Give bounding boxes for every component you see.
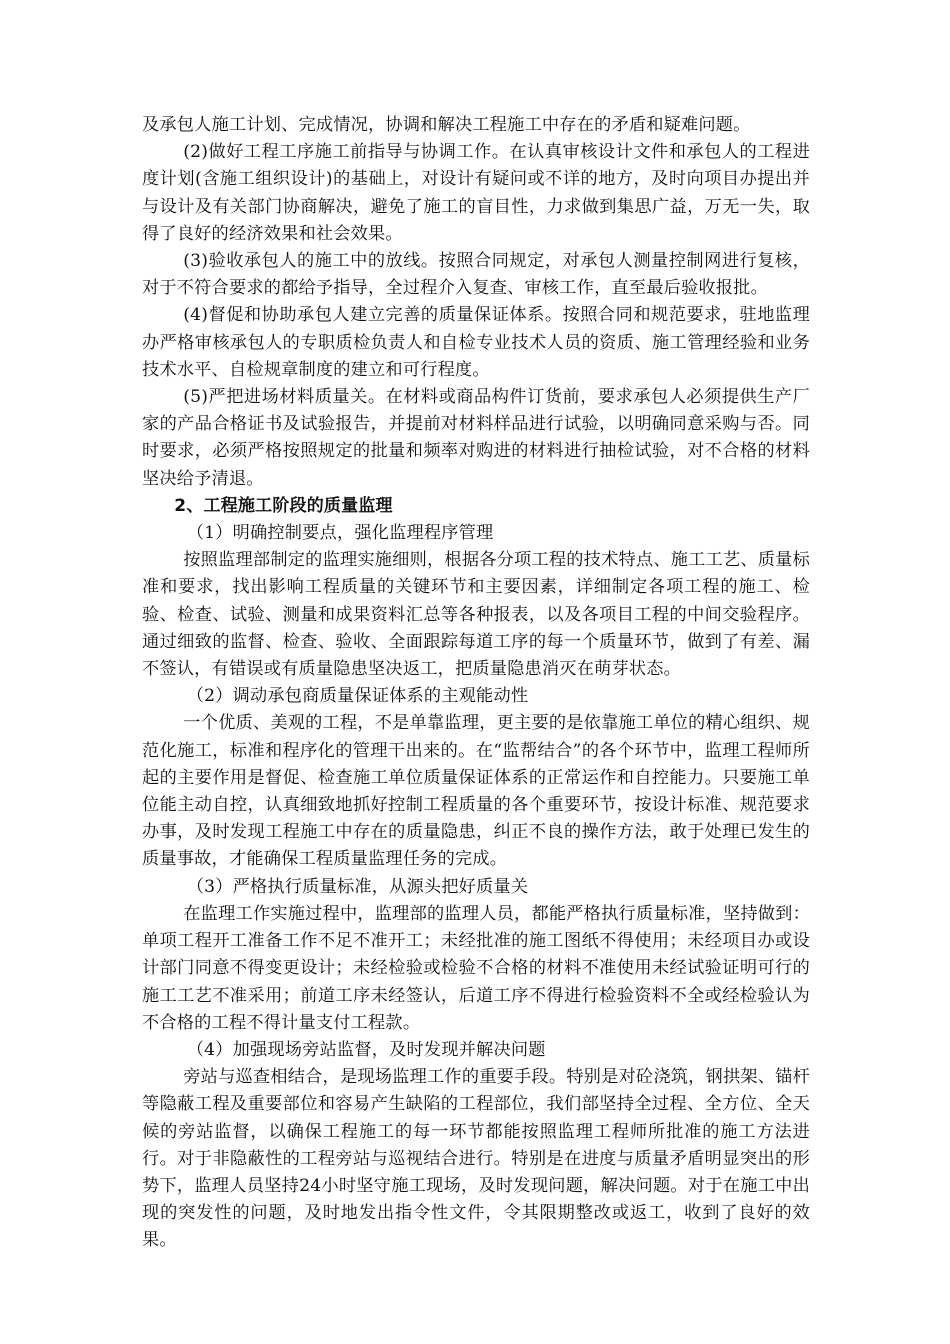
paragraph-sub-3: 在监理工作实施过程中，监理部的监理人员，都能严格执行质量标准，坚持做到：单项工程开工准备工作不足不准开工；未经批准的施工图纸不得使用；未经项目办或设计部门同意不得变更设计；未经检验或检验不合格的材料不准使用未经试验证明可行的施工工艺不准采用；前道工序未经签认，后道工序不得进行检验资料不全或经检验认为不合格的工程不得计量支付工程款。: [142, 903, 810, 1033]
paragraph-sub-1: 按照监理部制定的监理实施细则，根据各分项工程的技术特点、施工工艺、质量标准和要求，找出影响工程质量的关键环节和主要因素，详细制定各项工程的施工、检验、检查、试验、测量和成果资料汇总等各种报表，以及各项目工程的中间交验程序。通过细致的监督、检查、验收、全面跟踪每道工序的每一个质量环节，做到了有差、漏不签认，有错误或有质量隐患坚决返工，把质量隐患消灭在萌芽状态。: [142, 550, 810, 680]
paragraph-item-4: (4)督促和协助承包人建立完善的质量保证体系。按照合同和规范要求，驻地监理办严格审核承包人的专职质检负责人和自检专业技术人员的资质、施工管理经验和业务技术水平、自检规章制度的建立和可行程度。: [142, 305, 810, 380]
subheading-4: （4）加强现场旁站监督，及时发现并解决问题: [186, 1039, 546, 1060]
document-page: [142, 112, 810, 1255]
subheading-2: （2）调动承包商质量保证体系的主观能动性: [186, 686, 529, 707]
paragraph-item-5: (5)严把进场材料质量关。在材料或商品构件订货前，要求承包人必须提供生产厂家的产品合格证书及试验报告，并提前对材料样品进行试验，以明确同意采购与否。同时要求，必须严格按照规定的批量和频率对购进的材料进行抽检试验，对不合格的材料坚决给予清退。: [142, 387, 810, 489]
paragraph-sub-2: 一个优质、美观的工程，不是单靠监理，更主要的是依靠施工单位的精心组织、规范化施工，标准和程序化的管理干出来的。在“监帮结合”的各个环节中，监理工程师所起的主要作用是督促、检查施工单位质量保证体系的正常运作和自控能力。只要施工单位能主动自控，认真细致地抓好控制工程质量的各个重要环节，按设计标准、规范要求办事，及时发现工程施工中存在的质量隐患，纠正不良的操作方法，敢于处理已发生的质量事故，才能确保工程质量监理任务的完成。: [142, 713, 810, 870]
paragraph-item-2: (2)做好工程工序施工前指导与协调工作。在认真审核设计文件和承包人的工程进度计划(含施工组织设计)的基础上，对设计有疑问或不详的地方，及时向项目办提出并与设计及有关部门协商解决，避免了施工的盲目性，力求做到集思广益，万无一失，取得了良好的经济效果和社会效果。: [142, 142, 810, 244]
paragraph-continued: 及承包人施工计划、完成情况，协调和解决工程施工中存在的矛盾和疑难问题。: [142, 115, 751, 135]
paragraph-sub-4: 旁站与巡查相结合，是现场监理工作的重要手段。特别是对砼浇筑，钢拱架、锚杆等隐蔽工程及重要部位和容易产生缺陷的工程部位，我们部坚持全过程、全方位、全天候的旁站监督，以确保工程施工的每一环节都能按照监理工程师所批准的施工方法进行。对于非隐蔽性的工程旁站与巡视结合进行。特别是在进度与质量矛盾明显突出的形势下，监理人员坚持24小时坚守施工现场，及时发现问题，解决问题。对于在施工中出现的突发性的问题，及时地发出指令性文件，令其限期整改或返工，收到了良好的效果。: [142, 1067, 810, 1251]
subheading-3: （3）严格执行质量标准，从源头把好质量关: [186, 876, 529, 897]
subheading-1: （1）明确控制要点，强化监理程序管理: [186, 523, 494, 544]
section-heading: 2、工程施工阶段的质量监理: [174, 495, 393, 516]
paragraph-item-3: (3)验收承包人的施工中的放线。按照合同规定，对承包人测量控制网进行复核，对于不符合要求的都给予指导，全过程介入复查、审核工作，直至最后验收报批。: [142, 251, 810, 299]
